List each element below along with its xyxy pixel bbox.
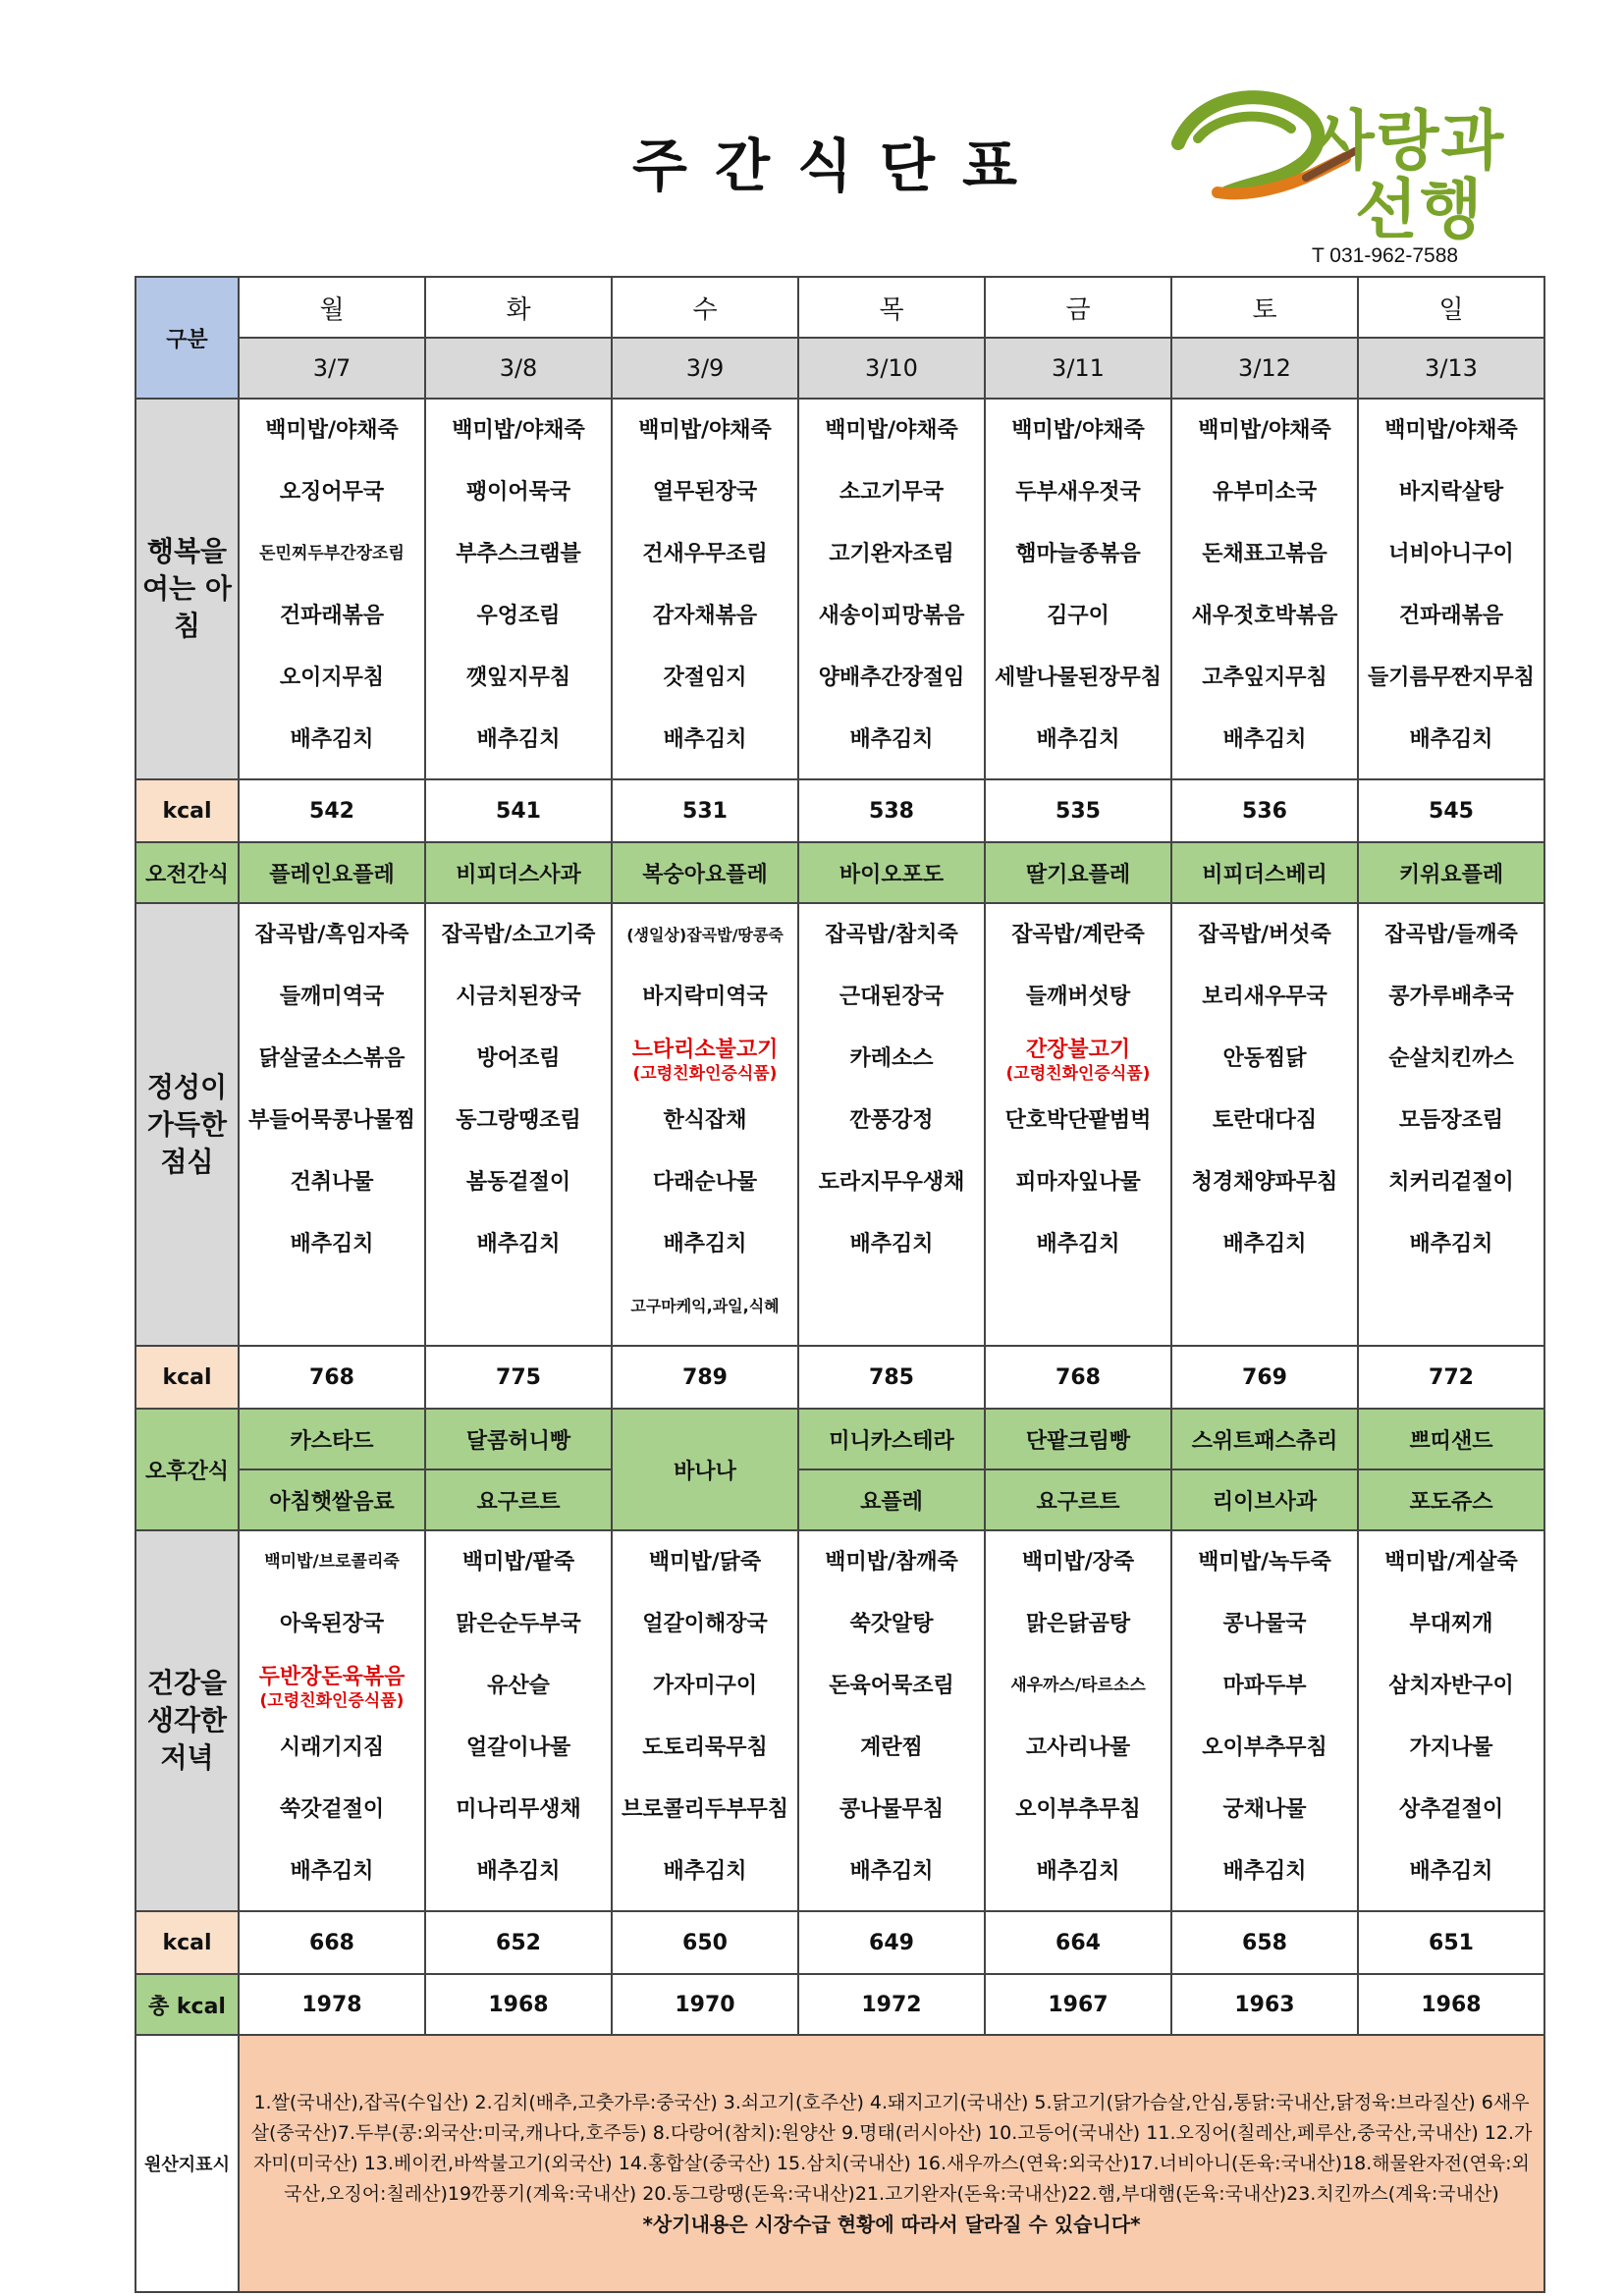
dinner-menu-item: 배추김치: [1036, 1859, 1120, 1884]
lunch-day-cell: [985, 903, 1171, 1346]
breakfast-menu-item: 유부미소국: [1212, 480, 1318, 505]
lunch-menu-item: 동그랑땡조림: [456, 1108, 581, 1133]
lunch-kcal-value: 785: [798, 1346, 985, 1409]
dinner-day-cell: [798, 1530, 985, 1911]
breakfast-menu-item: 갓절임지: [663, 666, 747, 690]
dinner-menu-item: 백미밥/녹두죽: [1198, 1550, 1331, 1575]
dinner-day-cell: [425, 1530, 612, 1911]
dinner-kcal-value: 668: [239, 1911, 425, 1974]
total-kcal-label: 총 kcal: [135, 1974, 239, 2035]
breakfast-day-cell: [239, 399, 425, 779]
lunch-menu-item: 다래순나물: [652, 1170, 758, 1195]
breakfast-menu-item: 백미밥/야채죽: [825, 418, 958, 443]
breakfast-menu-item: 새우젓호박볶음: [1191, 604, 1338, 628]
phone-number: T 031-962-7588: [1312, 244, 1459, 267]
lunch-menu-item: 도라지무우생채: [818, 1170, 965, 1195]
dinner-menu-item: 배추김치: [663, 1859, 747, 1884]
breakfast-kcal-value: 538: [798, 779, 985, 842]
lunch-kcal-value: 769: [1171, 1346, 1358, 1409]
breakfast-menu-item: 백미밥/야채죽: [638, 418, 772, 443]
breakfast-day-cell: [425, 399, 612, 779]
afternoon-snack-item: 요구르트: [425, 1469, 612, 1530]
dinner-menu-item: 배추김치: [290, 1859, 374, 1884]
dinner-menu-item: 얼갈이나물: [465, 1735, 571, 1760]
origin-text: 1.쌀(국내산),잡곡(수입산) 2.김치(배추,고춧가루:중국산) 3.쇠고기(호주산) 4.돼지고기(국내산) 5.닭고기(닭가슴살,안심,통닭:국내산,닭정육:브라질산) 6새우살(중국산)7.두부(콩:외국산:미국,캐나다,호주등) 8.다랑어(참치):원양산 9.명태(러시아산) 10.고등어(국내산) 11.오징어(칠레산,페루산,중국산,국내산) 12.가자미(미국산) 13.베이컨,바싹불고기(외국산) 14.홍합살(중국산) 15.삼치(국내산) 16.새우까스(연육:외국산)17.너비아니(돈육:국내산)18.해물완자전(연육:외국산,오징어:칠레산)19깐풍기(계육:국내산) 20.동그랑땡(돈육:국내산)21.고기완자(돈육:국내산)22.햄,부대햄(돈육:국내산)23.치킨까스(계육:국내산): [250, 2091, 1533, 2205]
dinner-menu-item: 가지나물: [1409, 1735, 1493, 1760]
lunch-menu-item: [613, 1036, 797, 1097]
afternoon-snack-item: 포도쥬스: [1358, 1469, 1544, 1530]
dinner-day-cell: [239, 1530, 425, 1911]
morning-snack-item: 복숭아요플레: [612, 842, 798, 903]
dinner-menu-item: 쑥갓겉절이: [279, 1797, 385, 1822]
dinner-kcal-value: 651: [1358, 1911, 1544, 1974]
dinner-menu-item: 얼갈이해장국: [642, 1612, 768, 1636]
afternoon-snack-label: 오후간식: [135, 1409, 239, 1530]
afternoon-snack-item: 스위트패스츄리: [1171, 1409, 1358, 1469]
lunch-menu-item: 배추김치: [1222, 1232, 1307, 1256]
afternoon-snack-item: 아침햇쌀음료: [239, 1469, 425, 1530]
lunch-kcal-value: 775: [425, 1346, 612, 1409]
dinner-menu-item: 오이부추무침: [1202, 1735, 1327, 1760]
breakfast-menu-item: 열무된장국: [652, 480, 758, 505]
dinner-menu-item: 시래기지짐: [279, 1735, 385, 1760]
logo-text-line1: 사랑과: [1312, 103, 1506, 179]
dinner-menu-item: 마파두부: [1222, 1674, 1307, 1698]
breakfast-menu-item: 햄마늘종볶음: [1015, 542, 1141, 566]
certification-note: (고령친화인증식품): [259, 1691, 405, 1711]
breakfast-menu-item: 오이지무침: [279, 666, 385, 690]
dinner-kcal-value: 658: [1171, 1911, 1358, 1974]
date-header: 3/10: [798, 338, 985, 399]
breakfast-menu-item: 돈채표고볶음: [1202, 542, 1327, 566]
lunch-menu-item: 잡곡밥/들깨죽: [1384, 923, 1518, 947]
total-kcal-value: 1968: [1358, 1974, 1544, 2035]
origin-label: 원산지표시: [135, 2035, 239, 2292]
breakfast-menu-item: 고추잎지무침: [1202, 666, 1327, 690]
dinner-menu-item: 콩나물무침: [839, 1797, 945, 1822]
day-header: 월: [239, 277, 425, 338]
certified-menu-item: 느타리소불고기: [631, 1038, 779, 1062]
lunch-kcal-value: 772: [1358, 1346, 1544, 1409]
dinner-label: 건강을 생각한 저녁: [135, 1530, 239, 1911]
morning-snack-item: 바이오포도: [798, 842, 985, 903]
origin-info: [239, 2035, 1544, 2292]
lunch-day-cell: [798, 903, 985, 1346]
breakfast-menu-item: 배추김치: [1409, 727, 1493, 752]
breakfast-menu-item: 돈민찌두부간장조림: [259, 544, 405, 563]
total-kcal-value: 1970: [612, 1974, 798, 2035]
breakfast-menu-item: 고기완자조림: [829, 542, 954, 566]
breakfast-menu-item: 백미밥/야채죽: [1198, 418, 1331, 443]
lunch-kcal-label: kcal: [135, 1346, 239, 1409]
lunch-menu-item: 건취나물: [290, 1170, 374, 1195]
breakfast-menu-item: 우엉조림: [476, 604, 561, 628]
total-kcal-value: 1968: [425, 1974, 612, 2035]
lunch-menu-item: 배추김치: [290, 1232, 374, 1256]
breakfast-menu-item: 팽이어묵국: [465, 480, 571, 505]
dinner-menu-item: 유산슬: [487, 1674, 550, 1698]
lunch-menu-item: 모듬장조림: [1398, 1108, 1504, 1133]
title-char: 간: [714, 133, 770, 199]
total-kcal-value: 1972: [798, 1974, 985, 2035]
breakfast-kcal-value: 545: [1358, 779, 1544, 842]
dinner-day-cell: [985, 1530, 1171, 1911]
afternoon-snack-item: 미니카스테라: [798, 1409, 985, 1469]
dinner-menu-item: 오이부추무침: [1015, 1797, 1141, 1822]
lunch-menu-item: 단호박단팥범벅: [1004, 1108, 1152, 1133]
breakfast-menu-item: 건파래볶음: [279, 604, 385, 628]
lunch-kcal-value: 768: [985, 1346, 1171, 1409]
dinner-menu-item: 백미밥/팥죽: [461, 1550, 575, 1575]
dinner-kcal-label: kcal: [135, 1911, 239, 1974]
lunch-menu-item: 근대된장국: [839, 985, 945, 1009]
lunch-menu-item: 잡곡밥/참치죽: [825, 923, 958, 947]
lunch-day-cell: [1358, 903, 1544, 1346]
lunch-menu-item: 닭살굴소스볶음: [258, 1046, 406, 1071]
breakfast-kcal-value: 541: [425, 779, 612, 842]
breakfast-day-cell: [612, 399, 798, 779]
afternoon-snack-item: 바나나: [612, 1409, 798, 1530]
date-header: 3/11: [985, 338, 1171, 399]
lunch-day-cell: [239, 903, 425, 1346]
dinner-menu-item: 미나리무생채: [456, 1797, 581, 1822]
lunch-menu-item: 봄동겉절이: [465, 1170, 571, 1195]
lunch-menu-item: 잡곡밥/계란죽: [1011, 923, 1145, 947]
afternoon-snack-item: 카스타드: [239, 1409, 425, 1469]
breakfast-menu-item: 배추김치: [290, 727, 374, 752]
dinner-menu-item: 배추김치: [1409, 1859, 1493, 1884]
breakfast-day-cell: [798, 399, 985, 779]
date-header: 3/7: [239, 338, 425, 399]
breakfast-menu-item: 배추김치: [476, 727, 561, 752]
dinner-menu-item: [240, 1663, 424, 1725]
lunch-kcal-value: 768: [239, 1346, 425, 1409]
lunch-menu-item: 들깨미역국: [279, 985, 385, 1009]
lunch-label: 정성이 가득한 점심: [135, 903, 239, 1346]
breakfast-menu-item: 배추김치: [849, 727, 934, 752]
afternoon-snack-item: 요플레: [798, 1469, 985, 1530]
lunch-menu-item: 순살치킨까스: [1388, 1046, 1514, 1071]
day-header: 일: [1358, 277, 1544, 338]
dinner-menu-item: 궁채나물: [1222, 1797, 1307, 1822]
breakfast-day-cell: [1171, 399, 1358, 779]
lunch-menu-item: [986, 1036, 1170, 1097]
breakfast-kcal-value: 542: [239, 779, 425, 842]
lunch-menu-item: (생일상)잡곡밥/땅콩죽: [626, 926, 784, 944]
dinner-menu-item: 상추겉절이: [1398, 1797, 1504, 1822]
morning-snack-item: 비피더스베리: [1171, 842, 1358, 903]
lunch-menu-item: 콩가루배추국: [1388, 985, 1514, 1009]
dinner-kcal-value: 664: [985, 1911, 1171, 1974]
morning-snack-item: 플레인요플레: [239, 842, 425, 903]
lunch-menu-item: 배추김치: [476, 1232, 561, 1256]
title-char: 주: [631, 133, 687, 199]
lunch-menu-item: 청경채양파무침: [1191, 1170, 1338, 1195]
date-header: 3/12: [1171, 338, 1358, 399]
title-char: 표: [962, 133, 1018, 199]
breakfast-menu-item: 김구이: [1047, 604, 1110, 628]
breakfast-menu-item: 소고기무국: [839, 480, 945, 505]
logo-text-line2: 선행: [1355, 172, 1485, 247]
dinner-menu-item: 삼치자반구이: [1388, 1674, 1514, 1698]
afternoon-snack-item: 요구르트: [985, 1469, 1171, 1530]
lunch-menu-item: 들깨버섯탕: [1025, 985, 1131, 1009]
lunch-menu-item: 피마자잎나물: [1015, 1170, 1141, 1195]
dinner-menu-item: 새우까스/타르소스: [1010, 1676, 1146, 1695]
breakfast-menu-item: 건새우무조림: [642, 542, 768, 566]
lunch-menu-item: 한식잡채: [663, 1108, 747, 1133]
certified-menu-item: 간장불고기: [1025, 1038, 1131, 1062]
breakfast-menu-item: 너비아니구이: [1388, 542, 1514, 566]
lunch-menu-item: 배추김치: [849, 1232, 934, 1256]
dinner-menu-item: 아욱된장국: [279, 1612, 385, 1636]
lunch-menu-item: 고구마케익,과일,식혜: [630, 1297, 780, 1315]
morning-snack-item: 비피더스사과: [425, 842, 612, 903]
dinner-menu-item: 쑥갓알탕: [849, 1612, 934, 1636]
dinner-menu-item: 백미밥/장죽: [1021, 1550, 1135, 1575]
breakfast-label: 행복을 여는 아침: [135, 399, 239, 779]
breakfast-menu-item: 백미밥/야채죽: [1011, 418, 1145, 443]
lunch-menu-item: 치커리겉절이: [1388, 1170, 1514, 1195]
lunch-day-cell: [425, 903, 612, 1346]
lunch-menu-item: 잡곡밥/버섯죽: [1198, 923, 1331, 947]
breakfast-day-cell: [1358, 399, 1544, 779]
lunch-menu-item: 보리새우무국: [1202, 985, 1327, 1009]
lunch-menu-item: 부들어묵콩나물찜: [247, 1108, 416, 1133]
total-kcal-value: 1967: [985, 1974, 1171, 2035]
header-label: 구분: [135, 277, 239, 399]
dinner-day-cell: [612, 1530, 798, 1911]
breakfast-menu-item: 백미밥/야채죽: [452, 418, 585, 443]
total-kcal-value: 1978: [239, 1974, 425, 2035]
dinner-menu-item: 고사리나물: [1025, 1735, 1131, 1760]
breakfast-kcal-value: 535: [985, 779, 1171, 842]
afternoon-snack-item: 리이브사과: [1171, 1469, 1358, 1530]
lunch-menu-item: 안동찜닭: [1222, 1046, 1307, 1071]
breakfast-menu-item: 세발나물된장무침: [994, 666, 1163, 690]
breakfast-menu-item: 배추김치: [1036, 727, 1120, 752]
dinner-menu-item: 돈육어묵조림: [829, 1674, 954, 1698]
weekly-menu-table: [135, 276, 1545, 2293]
dinner-menu-item: 맑은닭곰탕: [1025, 1612, 1131, 1636]
breakfast-kcal-value: 536: [1171, 779, 1358, 842]
breakfast-menu-item: 깻잎지무침: [465, 666, 571, 690]
lunch-kcal-value: 789: [612, 1346, 798, 1409]
lunch-menu-item: 배추김치: [1036, 1232, 1120, 1256]
date-header: 3/9: [612, 338, 798, 399]
lunch-menu-item: 잡곡밥/소고기죽: [441, 923, 596, 947]
day-header: 토: [1171, 277, 1358, 338]
dinner-menu-item: 계란찜: [860, 1735, 923, 1760]
breakfast-menu-item: 백미밥/야채죽: [1384, 418, 1518, 443]
lunch-menu-item: 배추김치: [1409, 1232, 1493, 1256]
breakfast-day-cell: [985, 399, 1171, 779]
dinner-menu-item: 배추김치: [476, 1859, 561, 1884]
breakfast-menu-item: 새송이피망볶음: [818, 604, 965, 628]
date-header: 3/8: [425, 338, 612, 399]
dinner-menu-item: 백미밥/게살죽: [1384, 1550, 1518, 1575]
day-header: 금: [985, 277, 1171, 338]
dinner-kcal-value: 652: [425, 1911, 612, 1974]
breakfast-menu-item: 건파래볶음: [1398, 604, 1504, 628]
breakfast-menu-item: 배추김치: [663, 727, 747, 752]
breakfast-menu-item: 두부새우젓국: [1015, 480, 1141, 505]
afternoon-snack-item: 단팥크림빵: [985, 1409, 1171, 1469]
breakfast-menu-item: 양배추간장절임: [818, 666, 965, 690]
dinner-menu-item: 브로콜리두부무침: [621, 1797, 789, 1822]
morning-snack-item: 키위요플레: [1358, 842, 1544, 903]
breakfast-menu-item: 감자채볶음: [652, 604, 758, 628]
certification-note: (고령친화인증식품): [1005, 1064, 1151, 1084]
page-title: [550, 120, 1100, 202]
breakfast-kcal-label: kcal: [135, 779, 239, 842]
lunch-menu-item: 시금치된장국: [456, 985, 581, 1009]
morning-snack-label: 오전간식: [135, 842, 239, 903]
day-header: 목: [798, 277, 985, 338]
breakfast-menu-item: 들기름무짠지무침: [1367, 666, 1536, 690]
dinner-menu-item: 맑은순두부국: [456, 1612, 581, 1636]
dinner-menu-item: 백미밥/브로콜리죽: [264, 1552, 400, 1572]
lunch-menu-item: 방어조림: [476, 1046, 561, 1071]
breakfast-kcal-value: 531: [612, 779, 798, 842]
day-header: 화: [425, 277, 612, 338]
breakfast-menu-item: 부추스크램블: [456, 542, 581, 566]
morning-snack-item: 딸기요플레: [985, 842, 1171, 903]
dinner-menu-item: 배추김치: [1222, 1859, 1307, 1884]
dinner-menu-item: 백미밥/참깨죽: [825, 1550, 958, 1575]
lunch-day-cell: [1171, 903, 1358, 1346]
day-header: 수: [612, 277, 798, 338]
breakfast-menu-item: 배추김치: [1222, 727, 1307, 752]
dinner-kcal-value: 649: [798, 1911, 985, 1974]
afternoon-snack-item: 달콤허니빵: [425, 1409, 612, 1469]
certification-note: (고령친화인증식품): [632, 1064, 778, 1084]
breakfast-menu-item: 오징어무국: [279, 480, 385, 505]
lunch-menu-item: 바지락미역국: [642, 985, 768, 1009]
certified-menu-item: 두반장돈육볶음: [258, 1665, 406, 1689]
dinner-menu-item: 가자미구이: [652, 1674, 758, 1698]
dinner-menu-item: 콩나물국: [1222, 1612, 1307, 1636]
dinner-menu-item: 도토리묵무침: [642, 1735, 768, 1760]
title-char: 단: [880, 133, 936, 199]
lunch-menu-item: 깐풍강정: [849, 1108, 934, 1133]
dinner-day-cell: [1358, 1530, 1544, 1911]
title-char: 식: [796, 133, 853, 199]
dinner-menu-item: 부대찌개: [1409, 1612, 1493, 1636]
date-header: 3/13: [1358, 338, 1544, 399]
dinner-kcal-value: 650: [612, 1911, 798, 1974]
dinner-menu-item: 백미밥/닭죽: [648, 1550, 762, 1575]
total-kcal-value: 1963: [1171, 1974, 1358, 2035]
lunch-menu-item: 배추김치: [663, 1232, 747, 1256]
dinner-menu-item: 배추김치: [849, 1859, 934, 1884]
lunch-menu-item: 잡곡밥/흑임자죽: [254, 923, 409, 947]
afternoon-snack-item: 쁘띠샌드: [1358, 1409, 1544, 1469]
dinner-day-cell: [1171, 1530, 1358, 1911]
lunch-menu-item: 카레소스: [849, 1046, 934, 1071]
origin-note: *상기내용은 시장수급 현황에 따라서 달라질 수 있습니다*: [642, 2212, 1141, 2236]
lunch-menu-item: 토란대다짐: [1212, 1108, 1318, 1133]
breakfast-menu-item: 백미밥/야채죽: [265, 418, 399, 443]
lunch-day-cell: [612, 903, 798, 1346]
breakfast-menu-item: 바지락살탕: [1398, 480, 1504, 505]
